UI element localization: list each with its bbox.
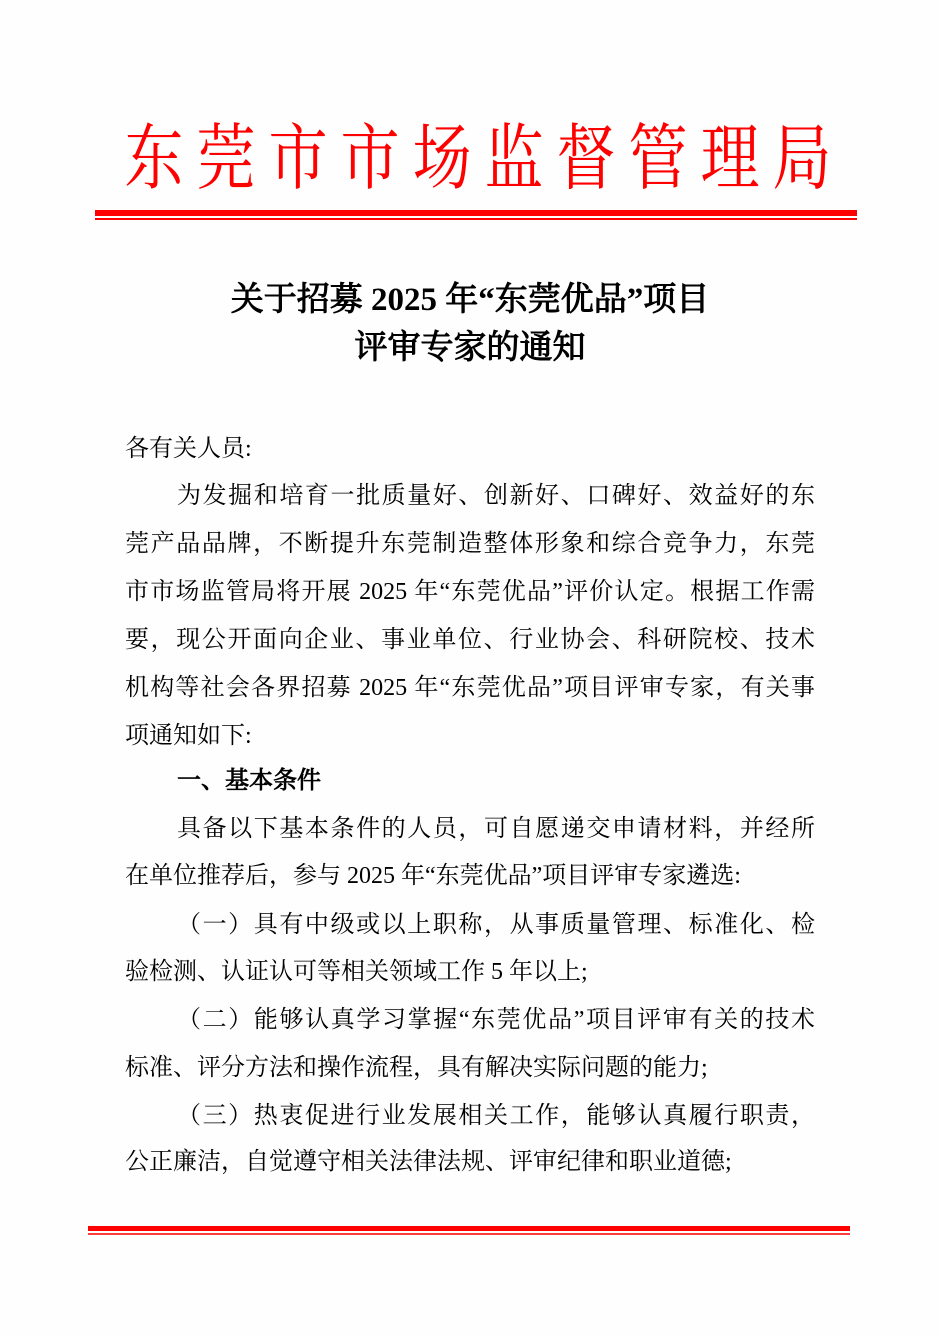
condition-item-line: （二）能够认真学习掌握“东莞优品”项目评审有关的技术 (177, 1007, 815, 1033)
section-lead-line: 在单位推荐后，参与 2025 年“东莞优品”项目评审专家遴选: (125, 863, 741, 889)
masthead-char: 督 (556, 116, 616, 200)
masthead-char: 市 (340, 116, 400, 200)
section-heading: 一、基本条件 (177, 766, 321, 794)
masthead-char: 莞 (196, 116, 256, 200)
intro-line: 莞产品品牌，不断提升东莞制造整体形象和综合竞争力，东莞 (125, 531, 815, 557)
masthead-divider-thick (95, 210, 857, 216)
intro-line: 市市场监管局将开展 2025 年“东莞优品”评价认定。根据工作需 (125, 579, 815, 605)
condition-item-line: 标准、评分方法和操作流程，具有解决实际问题的能力; (125, 1055, 708, 1081)
masthead-char: 市 (268, 116, 328, 200)
masthead-char: 理 (700, 116, 760, 200)
condition-item-line: （三）热衷促进行业发展相关工作，能够认真履行职责， (177, 1103, 815, 1129)
intro-line: 项通知如下: (125, 723, 252, 749)
intro-line: 机构等社会各界招募 2025 年“东莞优品”项目评审专家，有关事 (125, 675, 815, 701)
masthead-char: 监 (484, 116, 544, 200)
masthead-divider-thin (95, 218, 857, 220)
intro-line: 要，现公开面向企业、事业单位、行业协会、科研院校、技术 (125, 627, 815, 653)
section-lead-line: 具备以下基本条件的人员，可自愿递交申请材料，并经所 (177, 816, 815, 842)
footer-divider-thin (88, 1233, 850, 1235)
masthead-char: 场 (412, 116, 472, 200)
document-title-line-1: 关于招募 2025 年“东莞优品”项目 (230, 282, 710, 318)
condition-item-line: 验检测、认证认可等相关领域工作 5 年以上; (125, 959, 588, 985)
agency-masthead (118, 116, 832, 200)
intro-line: 为发掘和培育一批质量好、创新好、口碑好、效益好的东 (177, 483, 815, 509)
document-title-line-2: 评审专家的通知 (354, 330, 586, 366)
salutation: 各有关人员: (125, 436, 252, 462)
condition-item-line: （一）具有中级或以上职称，从事质量管理、标准化、检 (177, 912, 815, 938)
masthead-char: 局 (772, 116, 832, 200)
footer-divider-thick (88, 1226, 850, 1231)
masthead-char: 管 (628, 116, 688, 200)
masthead-char: 东 (124, 116, 184, 200)
condition-item-line: 公正廉洁，自觉遵守相关法律法规、评审纪律和职业道德; (125, 1149, 732, 1175)
